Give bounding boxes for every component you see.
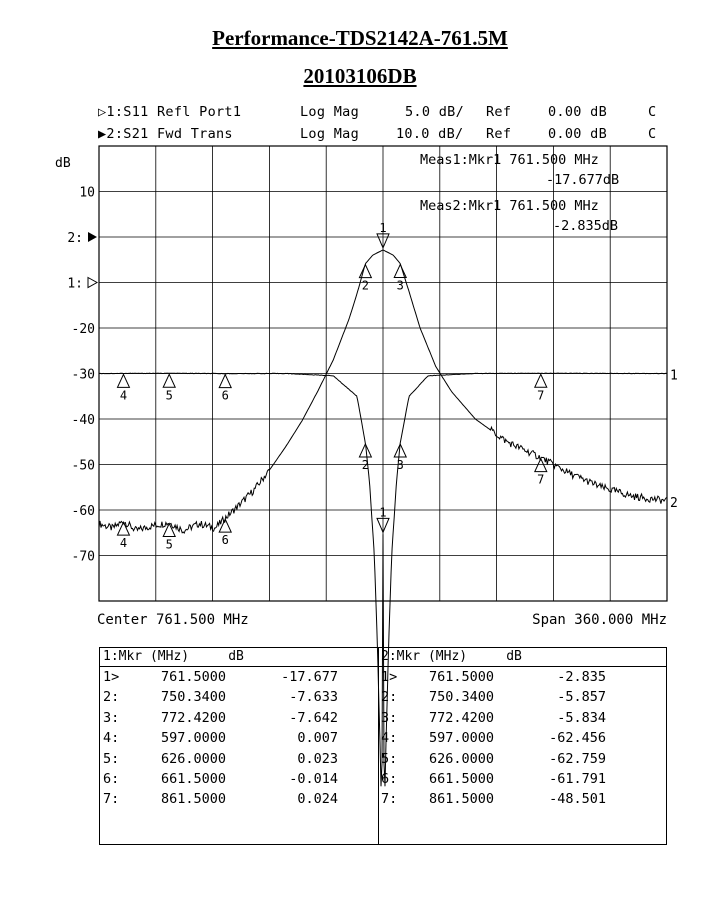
marker-value: -48.501	[549, 791, 606, 808]
marker-frequency: 750.3400	[428, 689, 494, 706]
marker-frequency: 626.0000	[160, 750, 226, 767]
marker-label: 4	[119, 388, 128, 403]
marker-label: 5	[165, 388, 173, 403]
marker-label: 5	[165, 537, 173, 552]
trace-1-ref-label: Ref	[486, 104, 512, 120]
marker-frequency: 772.4200	[428, 709, 494, 726]
trace-1-flag: C	[648, 104, 657, 120]
marker-table-row	[378, 749, 666, 769]
y-tick-label: -70	[71, 549, 95, 565]
marker-label: 7	[537, 472, 545, 487]
marker-value: -0.014	[289, 770, 338, 787]
trace-1-prefix: ▷1:	[98, 104, 124, 120]
marker-value: -62.759	[549, 750, 606, 767]
marker-label: 2	[361, 278, 370, 293]
span-frequency: Span 360.000 MHz	[532, 612, 667, 628]
trace-end-labels	[670, 369, 678, 511]
marker-label: 3	[396, 278, 404, 293]
marker-value: 0.023	[297, 750, 338, 767]
marker-6-trace-1-icon	[219, 375, 231, 388]
marker-number: 6:	[103, 770, 120, 787]
trace-2-format: Log Mag	[300, 126, 359, 142]
marker-number: 1>	[103, 669, 120, 685]
meas2-line2: -2.835dB	[553, 218, 619, 234]
trace-1-format: Log Mag	[300, 104, 359, 120]
trace-end-label-2: 2	[670, 495, 678, 511]
y-tick-label: -20	[71, 322, 95, 337]
marker-2-trace-2-icon	[359, 265, 371, 278]
marker-table-row	[378, 708, 666, 728]
marker-frequency: 861.5000	[428, 791, 494, 808]
marker-table-row	[100, 667, 378, 687]
y-tick-label: -60	[71, 504, 95, 519]
marker-frequency: 597.0000	[428, 730, 494, 747]
marker-value: -5.834	[557, 709, 606, 726]
marker-5-trace-1-icon	[163, 374, 175, 387]
meas1-line1: Meas1:Mkr1 761.500 MHz	[420, 152, 599, 168]
marker-table-row	[378, 728, 666, 748]
y-tick-label: 10	[79, 185, 95, 201]
marker-frequency: 861.5000	[160, 791, 226, 808]
marker-label: 3	[396, 458, 404, 473]
marker-label: 6	[221, 388, 229, 403]
marker-table-trace-2	[378, 648, 666, 844]
marker-number: 3:	[103, 709, 120, 726]
marker-table-row	[100, 687, 378, 707]
trace-2-flag: C	[648, 126, 657, 142]
marker-label: 1	[379, 220, 387, 235]
trace-2-ref-label: Ref	[486, 126, 512, 142]
marker-frequency: 761.5000	[428, 669, 494, 685]
y-tick-label: -40	[71, 413, 95, 428]
y-tick-label: -30	[71, 367, 95, 383]
marker-table-row	[100, 789, 378, 809]
ref-arrow-1-icon	[88, 278, 97, 288]
marker-frequency: 661.5000	[428, 770, 494, 787]
marker-value: -5.857	[557, 689, 606, 706]
marker-table-row	[378, 789, 666, 809]
ref-arrow-2-icon	[88, 232, 97, 242]
trace-2-prefix: ▶2:	[98, 126, 124, 142]
marker-table-row	[100, 749, 378, 769]
meas1-line2: -17.677dB	[546, 172, 620, 188]
marker-table-row	[100, 769, 378, 789]
y-tick-label: -50	[71, 458, 95, 474]
marker-value: -7.642	[289, 709, 338, 726]
y-tick-label: 1:	[67, 276, 83, 292]
marker-number: 1>	[381, 669, 398, 685]
trace-2-label: S21 Fwd Trans	[123, 126, 233, 142]
marker-number: 5:	[103, 750, 120, 767]
page-subtitle: 20103106DB	[303, 64, 417, 88]
marker-value: 0.007	[297, 730, 338, 747]
marker-table-row	[378, 769, 666, 789]
y-axis-label: dB	[55, 156, 71, 171]
marker-frequency: 597.0000	[160, 730, 226, 747]
marker-number: 7:	[381, 791, 398, 808]
marker-number: 4:	[103, 730, 120, 747]
trace-end-label-1: 1	[670, 368, 678, 384]
marker-table-row	[378, 667, 666, 687]
trace-2-ref: 0.00 dB	[548, 126, 607, 142]
marker-table-trace-1	[100, 648, 379, 844]
marker-number: 2:	[381, 689, 398, 706]
marker-frequency: 772.4200	[160, 709, 226, 726]
marker-number: 4:	[381, 730, 398, 747]
trace-1-scale: 5.0 dB/	[405, 104, 464, 120]
marker-label: 2	[361, 457, 370, 472]
marker-frequency: 661.5000	[160, 770, 226, 787]
marker-number: 5:	[381, 750, 398, 767]
plot-markers	[117, 221, 546, 552]
trace-1-label: S11 Refl Port1	[123, 104, 242, 120]
trace-1-ref: 0.00 dB	[548, 104, 607, 120]
marker-value: -61.791	[549, 770, 606, 787]
marker-7-trace-1-icon	[535, 374, 547, 387]
marker-table-row	[100, 708, 378, 728]
marker-table-row	[378, 687, 666, 707]
marker-label: 7	[537, 388, 545, 403]
marker-value: -62.456	[549, 730, 606, 747]
marker-table-header-1: 1:Mkr (MHz) dB	[100, 648, 378, 667]
y-tick-labels	[67, 186, 97, 565]
marker-frequency: 750.3400	[160, 689, 226, 706]
marker-value: -17.677	[281, 669, 338, 685]
marker-number: 6:	[381, 770, 398, 787]
marker-value: -7.633	[289, 689, 338, 706]
marker-label: 6	[221, 533, 229, 548]
marker-table	[99, 647, 667, 845]
marker-frequency: 626.0000	[428, 750, 494, 767]
y-tick-label: 2:	[67, 231, 83, 246]
marker-number: 7:	[103, 791, 120, 808]
marker-number: 2:	[103, 689, 120, 706]
page-title: Performance-TDS2142A-761.5M	[212, 26, 508, 50]
marker-label: 4	[119, 536, 128, 551]
center-frequency: Center 761.500 MHz	[97, 612, 249, 628]
marker-value: 0.024	[297, 791, 338, 808]
meas2-line1: Meas2:Mkr1 761.500 MHz	[420, 198, 599, 214]
marker-4-trace-1-icon	[117, 374, 129, 387]
trace-2-scale: 10.0 dB/	[396, 126, 464, 142]
marker-label: 1	[379, 505, 387, 520]
marker-number: 3:	[381, 709, 398, 726]
marker-frequency: 761.5000	[160, 669, 226, 685]
marker-table-header-2: 2:Mkr (MHz) dB	[378, 648, 666, 667]
marker-table-row	[100, 728, 378, 748]
marker-value: -2.835	[557, 669, 606, 685]
